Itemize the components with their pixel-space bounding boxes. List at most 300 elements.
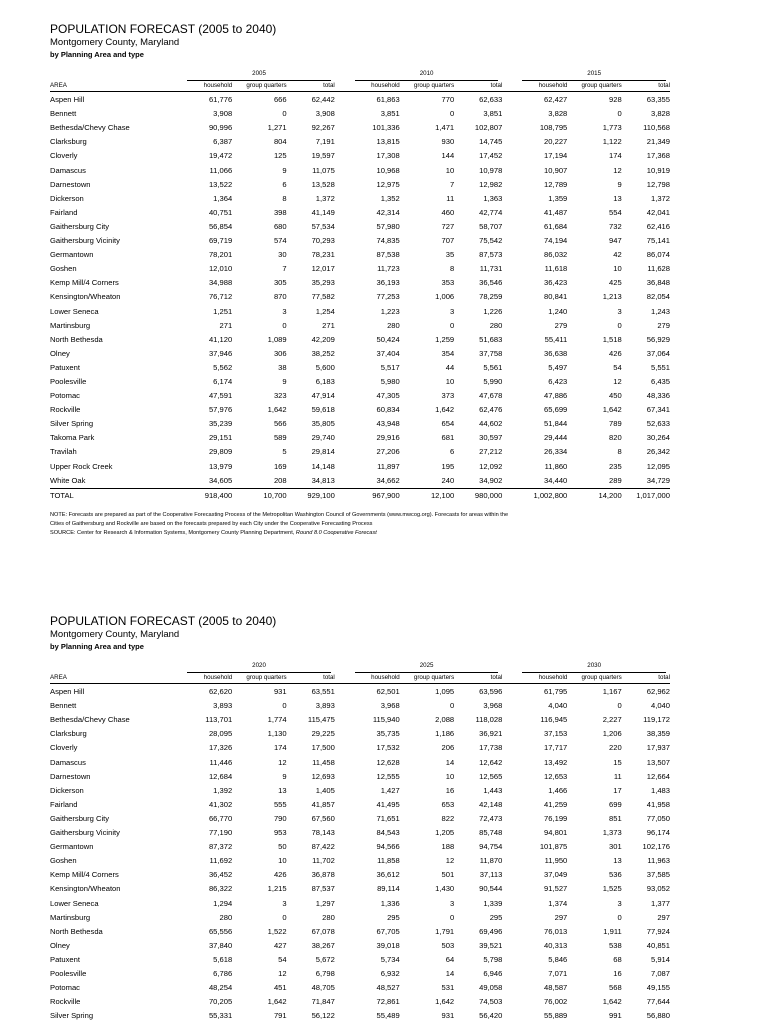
total-value-cell: 14,200 <box>567 488 621 503</box>
value-cell: 38,267 <box>311 940 335 950</box>
value-cell: 42,314 <box>376 207 400 217</box>
area-name-cell: Damascus <box>50 165 86 175</box>
value-cell: 323 <box>273 391 287 401</box>
value-cell: 86,322 <box>208 884 233 894</box>
value-cell: 280 <box>387 320 400 330</box>
value-cell: 61,795 <box>544 687 568 697</box>
value-cell: 29,916 <box>376 433 400 443</box>
value-cell: 17,717 <box>544 743 568 753</box>
column-header: group quarters <box>581 674 622 682</box>
value-cell: 208 <box>273 475 287 485</box>
column-header: group quarters <box>246 674 287 682</box>
value-cell: 92,267 <box>311 123 335 133</box>
value-cell: 1,352 <box>380 193 400 203</box>
area-column-header: AREA <box>50 82 67 90</box>
value-cell: 5,672 <box>315 954 335 964</box>
value-cell: 49,155 <box>646 983 670 993</box>
value-cell: 13,522 <box>208 179 233 189</box>
value-cell: 37,404 <box>376 348 400 358</box>
value-cell: 5,980 <box>380 376 400 386</box>
value-cell: 1,466 <box>548 785 568 795</box>
table-row <box>50 403 670 417</box>
value-cell: 34,440 <box>544 475 568 485</box>
value-cell: 11,897 <box>377 461 400 471</box>
value-cell: 12,010 <box>208 264 233 274</box>
value-cell: 57,976 <box>208 405 233 415</box>
table-row <box>50 840 670 854</box>
table-row <box>50 107 670 121</box>
value-cell: 113,701 <box>205 715 233 725</box>
value-cell: 77,050 <box>646 813 670 823</box>
value-cell: 74,835 <box>376 236 400 246</box>
value-cell: 63,355 <box>646 95 670 105</box>
value-cell: 29,151 <box>208 433 233 443</box>
value-cell: 64 <box>445 954 455 964</box>
value-cell: 1,294 <box>213 898 233 908</box>
value-cell: 0 <box>617 320 622 330</box>
value-cell: 279 <box>657 320 670 330</box>
value-cell: 78,231 <box>311 250 335 260</box>
column-header: group quarters <box>581 82 622 90</box>
value-cell: 102,176 <box>642 842 670 852</box>
value-cell: 5,798 <box>483 954 503 964</box>
value-cell: 3 <box>449 306 455 316</box>
value-cell: 38 <box>278 362 287 372</box>
source-line <box>50 529 670 538</box>
value-cell: 89,114 <box>377 884 400 894</box>
value-cell: 17,368 <box>646 151 670 161</box>
value-cell: 5 <box>282 447 287 457</box>
value-cell: 6 <box>282 179 287 189</box>
area-name-cell: Gaithersburg City <box>50 813 110 823</box>
value-cell: 20,227 <box>544 137 568 147</box>
value-cell: 947 <box>609 236 622 246</box>
value-cell: 30 <box>278 250 287 260</box>
value-cell: 69,496 <box>479 926 503 936</box>
value-cell: 36,612 <box>376 870 400 880</box>
value-cell: 50 <box>278 842 287 852</box>
value-cell: 35,735 <box>376 729 400 739</box>
value-cell: 305 <box>273 278 287 288</box>
value-cell: 77,253 <box>376 292 400 302</box>
value-cell: 86,074 <box>646 250 670 260</box>
value-cell: 102,807 <box>474 123 503 133</box>
value-cell: 870 <box>273 292 287 302</box>
year-header <box>335 67 503 81</box>
value-cell: 55,889 <box>544 1011 568 1021</box>
area-name-cell: Olney <box>50 940 70 950</box>
value-cell: 36,921 <box>479 729 503 739</box>
table-row <box>50 319 670 333</box>
value-cell: 11,692 <box>209 856 233 866</box>
value-cell: 56,854 <box>208 221 233 231</box>
value-cell: 174 <box>273 743 287 753</box>
source-prefix: SOURCE: Center for Research & Information Systems, Montgomery County Planning Department, <box>50 529 296 536</box>
value-cell: 17,308 <box>376 151 400 161</box>
value-cell: 42 <box>613 250 622 260</box>
value-cell: 84,543 <box>376 828 400 838</box>
value-cell: 17,532 <box>376 743 400 753</box>
value-cell: 16 <box>445 785 455 795</box>
value-cell: 39,018 <box>376 940 400 950</box>
area-name-cell: Rockville <box>50 405 81 415</box>
value-cell: 36,423 <box>544 278 568 288</box>
total-value-cell: 1,017,000 <box>622 488 670 503</box>
value-cell: 34,988 <box>208 278 233 288</box>
value-cell: 11,446 <box>209 757 233 767</box>
value-cell: 29,444 <box>544 433 568 443</box>
column-header: total <box>323 82 335 90</box>
value-cell: 450 <box>609 391 622 401</box>
table-row <box>50 290 670 304</box>
area-name-cell: Bennett <box>50 109 77 119</box>
value-cell: 354 <box>441 348 455 358</box>
value-cell: 17,194 <box>544 151 568 161</box>
value-cell: 29,814 <box>311 447 335 457</box>
value-cell: 6,932 <box>380 968 400 978</box>
value-cell: 1,251 <box>213 306 233 316</box>
value-cell: 11,963 <box>647 856 670 866</box>
value-cell: 804 <box>273 137 287 147</box>
value-cell: 953 <box>273 828 287 838</box>
value-cell: 5,551 <box>650 362 670 372</box>
value-cell: 55,411 <box>544 334 568 344</box>
table-row <box>50 826 670 840</box>
value-cell: 125 <box>273 151 287 161</box>
value-cell: 76,002 <box>544 997 568 1007</box>
area-name-cell: Fairland <box>50 207 78 217</box>
value-cell: 66,770 <box>208 813 233 823</box>
value-cell: 37,946 <box>208 348 233 358</box>
value-cell: 41,495 <box>376 799 400 809</box>
value-cell: 1,372 <box>650 193 670 203</box>
value-cell: 1,297 <box>315 898 335 908</box>
value-cell: 77,582 <box>311 292 335 302</box>
value-cell: 6,798 <box>315 968 335 978</box>
value-cell: 3,968 <box>380 701 400 711</box>
value-cell: 82,054 <box>646 292 670 302</box>
value-cell: 27,206 <box>376 447 400 457</box>
value-cell: 289 <box>609 475 622 485</box>
table-row <box>50 1009 670 1023</box>
value-cell: 12,017 <box>311 264 335 274</box>
value-cell: 791 <box>273 1011 287 1021</box>
value-cell: 12,684 <box>208 771 233 781</box>
value-cell: 1,791 <box>435 926 455 936</box>
table-row <box>50 474 670 489</box>
value-cell: 1,911 <box>603 926 622 936</box>
value-cell: 10,978 <box>479 165 503 175</box>
value-cell: 76,712 <box>208 292 233 302</box>
value-cell: 373 <box>441 391 455 401</box>
value-cell: 4,040 <box>548 701 568 711</box>
table-row <box>50 911 670 925</box>
value-cell: 5,734 <box>380 954 400 964</box>
value-cell: 35,239 <box>208 419 233 429</box>
value-cell: 6,786 <box>213 968 233 978</box>
value-cell: 7,071 <box>548 968 568 978</box>
area-name-cell: North Bethesda <box>50 334 103 344</box>
table-row <box>50 882 670 896</box>
value-cell: 17,500 <box>311 743 335 753</box>
value-cell: 1,364 <box>213 193 233 203</box>
total-value-cell: 10,700 <box>232 488 286 503</box>
value-cell: 41,259 <box>544 799 568 809</box>
area-name-cell: Upper Rock Creek <box>50 461 113 471</box>
value-cell: 61,863 <box>376 95 400 105</box>
value-cell: 118,028 <box>475 715 503 725</box>
value-cell: 1,443 <box>483 785 503 795</box>
value-cell: 75,141 <box>646 236 670 246</box>
value-cell: 566 <box>273 419 287 429</box>
value-cell: 16 <box>613 968 622 978</box>
value-cell: 12,789 <box>544 179 568 189</box>
column-header: household <box>538 82 568 90</box>
value-cell: 70,205 <box>208 997 233 1007</box>
area-name-cell: Patuxent <box>50 362 80 372</box>
table-row <box>50 93 670 107</box>
table-row <box>50 276 670 290</box>
value-cell: 17,738 <box>479 743 503 753</box>
value-cell: 42,209 <box>311 334 335 344</box>
value-cell: 77,924 <box>646 926 670 936</box>
area-name-cell: Kemp Mill/4 Corners <box>50 870 119 880</box>
value-cell: 36,878 <box>311 870 335 880</box>
value-cell: 1,642 <box>602 405 622 415</box>
value-cell: 37,840 <box>208 940 233 950</box>
value-cell: 62,501 <box>376 687 400 697</box>
value-cell: 91,527 <box>544 884 568 894</box>
value-cell: 1,206 <box>602 729 622 739</box>
table-row <box>50 798 670 812</box>
value-cell: 12,628 <box>376 757 400 767</box>
value-cell: 4,040 <box>650 701 670 711</box>
value-cell: 699 <box>609 799 622 809</box>
value-cell: 49,058 <box>479 983 503 993</box>
value-cell: 426 <box>273 870 287 880</box>
value-cell: 531 <box>441 983 455 993</box>
value-cell: 240 <box>441 475 455 485</box>
total-value-cell: 967,900 <box>335 488 400 503</box>
value-cell: 17 <box>613 785 622 795</box>
total-row <box>50 488 670 503</box>
value-cell: 3 <box>282 898 287 908</box>
value-cell: 47,678 <box>479 391 503 401</box>
value-cell: 3,828 <box>650 109 670 119</box>
value-cell: 55,489 <box>376 1011 400 1021</box>
value-cell: 11 <box>446 193 455 203</box>
column-header: household <box>371 674 400 682</box>
value-cell: 76,013 <box>544 926 568 936</box>
value-cell: 6,946 <box>483 968 503 978</box>
year-header <box>335 659 503 673</box>
value-cell: 37,585 <box>646 870 670 880</box>
value-cell: 2,088 <box>435 715 455 725</box>
page-title: POPULATION FORECAST (2005 to 2040) <box>50 22 277 36</box>
value-cell: 94,754 <box>479 842 503 852</box>
value-cell: 0 <box>449 912 455 922</box>
value-cell: 76,199 <box>544 813 568 823</box>
value-cell: 71,847 <box>311 997 335 1007</box>
value-cell: 54 <box>278 954 287 964</box>
value-cell: 42,041 <box>646 207 670 217</box>
value-cell: 41,487 <box>544 207 568 217</box>
table-row <box>50 741 670 755</box>
area-name-cell: Rockville <box>50 997 81 1007</box>
value-cell: 27,212 <box>479 447 503 457</box>
value-cell: 1,373 <box>602 828 622 838</box>
value-cell: 8 <box>282 193 287 203</box>
table-row <box>50 361 670 375</box>
value-cell: 1,215 <box>267 884 287 894</box>
value-cell: 6,423 <box>548 376 568 386</box>
value-cell: 47,591 <box>208 391 233 401</box>
column-header: total <box>490 82 503 90</box>
value-cell: 12,975 <box>376 179 400 189</box>
value-cell: 5,561 <box>483 362 503 372</box>
value-cell: 0 <box>449 320 455 330</box>
value-cell: 2,227 <box>602 715 622 725</box>
value-cell: 3 <box>282 306 287 316</box>
area-name-cell: Martinsburg <box>50 320 91 330</box>
value-cell: 48,254 <box>208 983 233 993</box>
value-cell: 37,064 <box>646 348 670 358</box>
value-cell: 5,517 <box>380 362 400 372</box>
value-cell: 87,537 <box>311 884 335 894</box>
value-cell: 78,201 <box>208 250 233 260</box>
table-row <box>50 727 670 741</box>
value-cell: 174 <box>609 151 622 161</box>
value-cell: 36,638 <box>544 348 568 358</box>
value-cell: 47,305 <box>376 391 400 401</box>
value-cell: 119,172 <box>643 715 670 725</box>
value-cell: 36,452 <box>208 870 233 880</box>
value-cell: 3,828 <box>548 109 568 119</box>
value-cell: 11,950 <box>544 856 568 866</box>
value-cell: 10,968 <box>376 165 400 175</box>
value-cell: 6,435 <box>650 376 670 386</box>
value-cell: 1,642 <box>435 405 455 415</box>
value-cell: 10 <box>445 376 455 386</box>
table-row <box>50 995 670 1009</box>
area-name-cell: Olney <box>50 348 70 358</box>
column-header: group quarters <box>413 82 455 90</box>
value-cell: 17,326 <box>208 743 233 753</box>
value-cell: 13,815 <box>376 137 400 147</box>
area-name-cell: Travilah <box>50 447 77 457</box>
value-cell: 770 <box>441 95 455 105</box>
value-cell: 26,342 <box>646 447 670 457</box>
value-cell: 56,420 <box>479 1011 503 1021</box>
value-cell: 789 <box>609 419 622 429</box>
value-cell: 3,851 <box>380 109 400 119</box>
value-cell: 3,908 <box>213 109 233 119</box>
value-cell: 57,980 <box>376 221 400 231</box>
table-row <box>50 121 670 135</box>
value-cell: 271 <box>322 320 335 330</box>
value-cell: 3,893 <box>213 701 233 711</box>
value-cell: 47,914 <box>311 391 335 401</box>
value-cell: 11,066 <box>209 165 233 175</box>
value-cell: 1,518 <box>602 334 622 344</box>
value-cell: 790 <box>273 813 287 823</box>
value-cell: 1,240 <box>548 306 568 316</box>
value-cell: 1,372 <box>315 193 335 203</box>
value-cell: 555 <box>273 799 287 809</box>
value-cell: 851 <box>609 813 622 823</box>
table-row <box>50 262 670 276</box>
value-cell: 1,223 <box>380 306 400 316</box>
value-cell: 65,699 <box>544 405 568 415</box>
value-cell: 707 <box>441 236 455 246</box>
table-section-2 <box>50 614 670 1023</box>
value-cell: 12,092 <box>479 461 503 471</box>
value-cell: 5,497 <box>548 362 568 372</box>
value-cell: 78,259 <box>479 292 503 302</box>
value-cell: 297 <box>554 912 568 922</box>
value-cell: 115,475 <box>307 715 335 725</box>
value-cell: 69,719 <box>208 236 233 246</box>
value-cell: 9 <box>282 771 287 781</box>
value-cell: 40,313 <box>544 940 568 950</box>
value-cell: 7 <box>449 179 455 189</box>
value-cell: 460 <box>441 207 455 217</box>
area-name-cell: Potomac <box>50 983 80 993</box>
value-cell: 654 <box>441 419 455 429</box>
area-name-cell: Bennett <box>50 701 77 711</box>
value-cell: 96,174 <box>646 828 670 838</box>
value-cell: 12 <box>613 165 622 175</box>
value-cell: 426 <box>609 348 622 358</box>
table-row <box>50 685 670 699</box>
value-cell: 0 <box>282 109 287 119</box>
value-cell: 6 <box>449 447 455 457</box>
area-name-cell: Gaithersburg Vicinity <box>50 236 120 246</box>
value-cell: 13,492 <box>544 757 568 767</box>
table-row <box>50 178 670 192</box>
value-cell: 41,958 <box>646 799 670 809</box>
table-row <box>50 192 670 206</box>
value-cell: 11,075 <box>312 165 335 175</box>
value-cell: 71,651 <box>376 813 400 823</box>
value-cell: 1,336 <box>380 898 400 908</box>
value-cell: 681 <box>441 433 455 443</box>
value-cell: 930 <box>441 137 455 147</box>
total-value-cell: 12,100 <box>400 488 454 503</box>
value-cell: 0 <box>449 109 455 119</box>
value-cell: 42,148 <box>479 799 503 809</box>
column-header: household <box>538 674 568 682</box>
area-name-cell: Aspen Hill <box>50 95 85 105</box>
value-cell: 188 <box>441 842 455 852</box>
value-cell: 353 <box>441 278 455 288</box>
value-cell: 37,049 <box>544 870 568 880</box>
value-cell: 61,684 <box>544 221 568 231</box>
value-cell: 1,213 <box>602 292 622 302</box>
value-cell: 1,374 <box>548 898 568 908</box>
total-label: TOTAL <box>50 488 167 503</box>
table-row <box>50 234 670 248</box>
table-row <box>50 812 670 826</box>
value-cell: 55,331 <box>208 1011 233 1021</box>
page-title: POPULATION FORECAST (2005 to 2040) <box>50 614 277 628</box>
year-label: 2005 <box>187 68 331 81</box>
value-cell: 195 <box>441 461 455 471</box>
year-label: 2015 <box>522 68 666 81</box>
value-cell: 40,751 <box>208 207 233 217</box>
value-cell: 306 <box>273 348 287 358</box>
value-cell: 62,442 <box>311 95 335 105</box>
